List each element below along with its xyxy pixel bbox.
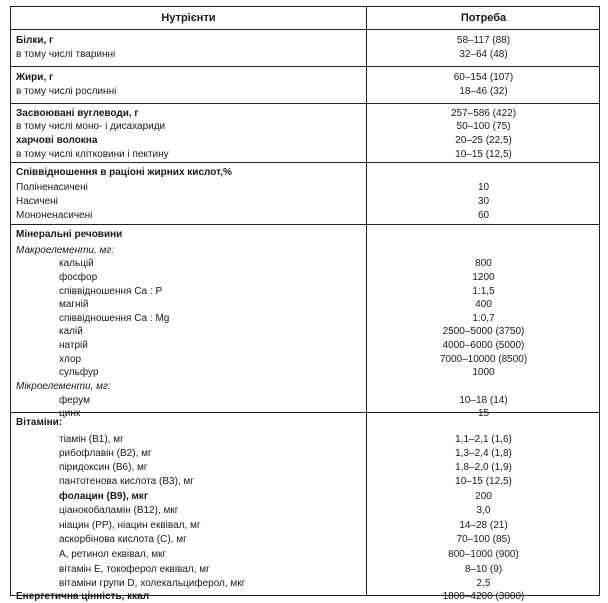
- requirement-value: 200: [475, 491, 492, 502]
- requirement-value: 1,1–2,1 (1,6): [455, 434, 512, 445]
- nutrient-label: рибофлавін (В2), мг: [59, 448, 152, 459]
- nutrient-label: в тому числі рослинні: [16, 86, 117, 97]
- requirement-value: 15: [477, 408, 490, 419]
- nutrient-label: вітаміни групи D, холекальциферол, мкг: [59, 578, 246, 589]
- table-row: [11, 395, 599, 406]
- table-row: [11, 564, 599, 575]
- requirement-value: 20–25 (22,5): [455, 135, 512, 146]
- nutrient-label: фосфор: [59, 272, 98, 283]
- nutrient-label: в тому числі моно- і дисахариди: [16, 121, 166, 132]
- nutrient-label: Енергетична цінність, ккал: [16, 591, 150, 602]
- nutrient-label: Білки, г: [16, 35, 54, 46]
- requirement-value: 14–28 (21): [459, 520, 508, 531]
- table-row: [11, 367, 599, 378]
- table-row: [11, 49, 599, 60]
- table-row: [11, 549, 599, 560]
- requirement-value: 400: [475, 299, 492, 310]
- nutrient-label: ціанокобаламін (В12), мкг: [59, 505, 179, 516]
- requirement-value: 7000–10000 (8500): [439, 354, 528, 365]
- nutrient-label: Засвоювані вуглеводи, г: [16, 108, 139, 119]
- table-row: [11, 491, 599, 502]
- nutrient-label: Співвідношення в раціоні жирних кислот,%: [16, 167, 232, 178]
- requirement-value: 1200: [472, 272, 495, 283]
- nutrient-label: вітамін Е, токоферол еквівал, мг: [59, 564, 210, 575]
- table-row: [11, 108, 599, 119]
- nutrient-label: фолацин (В9), мкг: [59, 491, 149, 502]
- requirement-value: 10: [477, 182, 490, 193]
- table-row: [11, 121, 599, 132]
- requirement-value: 10–15 (12,5): [455, 476, 512, 487]
- requirement-value: 32–64 (48): [459, 49, 508, 60]
- nutrient-label: ніацин (РР), ніацин еквівал, мг: [59, 520, 201, 531]
- table-row: [11, 354, 599, 365]
- requirement-value: 10–15 (12,5): [455, 149, 512, 160]
- nutrient-label: в тому числі тваринні: [16, 49, 116, 60]
- nutrient-label: магній: [59, 299, 89, 310]
- nutrient-label: Жири, г: [16, 72, 54, 83]
- requirement-value: 1,3–2,4 (1,8): [455, 448, 512, 459]
- nutrient-label: Насичені: [16, 196, 58, 207]
- nutrient-label: співвідношення Са : Mg: [59, 313, 170, 324]
- table-row: [11, 578, 599, 589]
- nutrient-label: сульфур: [59, 367, 99, 378]
- table-row: [11, 167, 599, 178]
- table-row: [11, 448, 599, 459]
- requirement-value: 257–586 (422): [450, 108, 517, 119]
- nutrient-label: харчові волокна: [16, 135, 98, 146]
- section-divider: [11, 224, 599, 225]
- nutrient-label: ферум: [59, 395, 91, 406]
- requirement-value: 1000: [472, 367, 495, 378]
- nutrient-label: пантотенова кислота (В3), мг: [59, 476, 194, 487]
- table-header: [11, 7, 599, 29]
- requirement-value: 1800–4200 (3000): [442, 591, 525, 602]
- table-row: [11, 182, 599, 193]
- requirement-value: 1,8–2,0 (1,9): [455, 462, 512, 473]
- section-divider: [11, 66, 599, 67]
- requirement-value: 60–154 (107): [453, 72, 514, 83]
- table-row: [11, 86, 599, 97]
- requirement-value: 4000–6000 (5000): [442, 340, 525, 351]
- nutrient-label: Мінеральні речовини: [16, 229, 123, 240]
- nutrient-label: натрій: [59, 340, 88, 351]
- nutrient-table: [10, 6, 600, 602]
- table-row: [11, 326, 599, 337]
- nutrient-label: в тому числі клітковини і пектину: [16, 149, 169, 160]
- nutrient-label: аскорбінова кислота (С), мг: [59, 534, 187, 545]
- requirement-value: 50–100 (75): [456, 121, 511, 132]
- requirement-value: 3,0: [476, 505, 491, 516]
- table-row: [11, 258, 599, 269]
- requirement-value: 2500–5000 (3750): [442, 326, 525, 337]
- table-row: [11, 286, 599, 297]
- requirement-value: 18–46 (32): [459, 86, 508, 97]
- table-row: [11, 299, 599, 310]
- table-row: [11, 272, 599, 283]
- requirement-value: 1:1,5: [472, 286, 495, 297]
- nutrient-label: Мононенасичені: [16, 210, 93, 221]
- requirement-value: 60: [477, 210, 490, 221]
- table-row: [11, 381, 599, 392]
- table-row: [11, 534, 599, 545]
- nutrient-label: Поліненасичені: [16, 182, 88, 193]
- header-requirement: Потреба: [460, 12, 507, 24]
- nutrient-label: піридоксин (В6), мг: [59, 462, 148, 473]
- requirement-value: 800: [475, 258, 492, 269]
- table-row: [11, 245, 599, 256]
- nutrient-label: Макроелементи, мг:: [16, 245, 115, 256]
- table-row: [11, 149, 599, 160]
- table-row: [11, 476, 599, 487]
- requirement-value: 8–10 (9): [464, 564, 503, 575]
- table-row: [11, 196, 599, 207]
- requirement-value: 1:0,7: [472, 313, 495, 324]
- table-row: [11, 520, 599, 531]
- table-row: [11, 210, 599, 221]
- requirement-value: 70–100 (85): [456, 534, 511, 545]
- nutrient-label: Мікроелементи, мг:: [16, 381, 111, 392]
- requirement-value: 10–18 (14): [459, 395, 508, 406]
- table-row: [11, 135, 599, 146]
- nutrient-label: Вітаміни:: [16, 417, 63, 428]
- section-divider: [11, 103, 599, 104]
- requirement-value: 30: [477, 196, 490, 207]
- section-divider: [11, 29, 599, 30]
- section-divider: [11, 162, 599, 163]
- table-row: [11, 72, 599, 83]
- requirement-value: 800–1000 (900): [448, 549, 519, 560]
- table-row: [11, 462, 599, 473]
- table-row: [11, 229, 599, 240]
- table-row: [11, 340, 599, 351]
- table-row: [11, 591, 599, 602]
- nutrient-label: хлор: [59, 354, 82, 365]
- nutrient-label: А, ретинол еквівал, мкг: [59, 549, 167, 560]
- table-row: [11, 417, 599, 428]
- table-row: [11, 35, 599, 46]
- nutrient-label: калій: [59, 326, 83, 337]
- header-nutrients: Нутрієнти: [161, 12, 216, 24]
- nutrient-label: цинк: [59, 408, 81, 419]
- nutrient-label: співвідношення Са : Р: [59, 286, 163, 297]
- table-row: [11, 313, 599, 324]
- nutrient-label: кальцій: [59, 258, 94, 269]
- table-row: [11, 434, 599, 445]
- requirement-value: 2,5: [476, 578, 491, 589]
- table-row: [11, 505, 599, 516]
- requirement-value: 58–117 (88): [456, 35, 511, 46]
- nutrient-label: тіамін (В1), мг: [59, 434, 124, 445]
